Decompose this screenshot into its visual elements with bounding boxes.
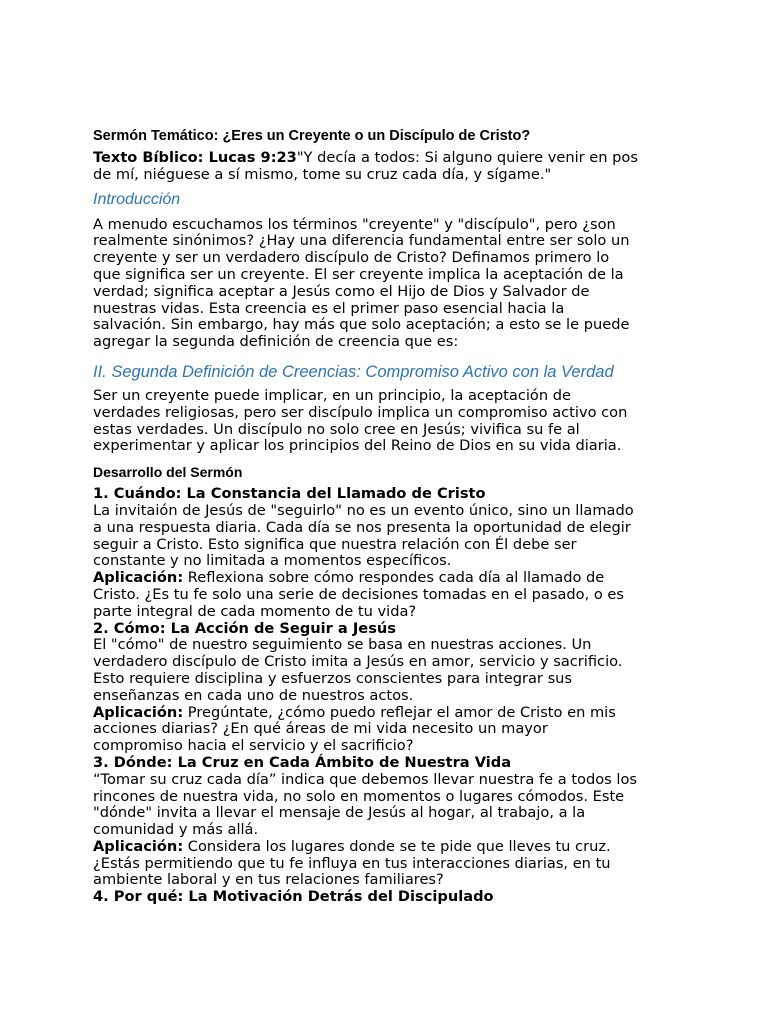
introduction-paragraph: A menudo escuchamos los términos "creyente" y "discípulo", pero ¿son realmente sinónimos? ¿Hay una diferencia fundamental entre ser solo un creyente y ser un verdadero discípulo de Cristo? Definamos primero lo que significa ser un creyente. El ser creyente implica la aceptación de la verdad; significa aceptar a Jesús como el Hijo de Dios y Salvador de nuestras vidas. Esta creencia es el primer paso esencial hacia la salvación. Sin embargo, hay más que solo aceptación; a esto se le puede agregar la segunda definición de creencia que es: [93,215,630,351]
bible-text-paragraph: Texto Bíblico: Lucas 9:23"Y decía a todos: Si alguno quiere venir en pos de mí, niéguese a sí mismo, tome su cruz cada día, y sígame." [93,149,638,183]
point-2-title: 2. Cómo: La Acción de Seguir a Jesús [93,619,396,637]
second-definition-heading: II. Segunda Definición de Creencias: Compromiso Activo con la Verdad [93,362,614,381]
development-heading: Desarrollo del Sermón [93,464,243,481]
introduction-heading: Introducción [93,190,181,208]
sermon-title: Sermón Temático: ¿Eres un Creyente o un Discípulo de Cristo? [93,128,531,144]
bible-text-label: Texto Bíblico: Lucas 9:23 [93,149,297,166]
second-definition-paragraph: Ser un creyente puede implicar, en un principio, la aceptación de verdades religiosas, pero ser discípulo implica un compromiso activo con estas verdades. Un discípulo no solo cree en Jesús; vivifica su fe al experimentar y aplicar los principios del Reino de Dios en su vida diaria. [93,386,628,455]
sermon-points: 1. Cuándo: La Constancia del Llamado de Cristo La invitaión de Jesús de "seguirlo" no es un evento único, sino un llamado a una respuesta diaria. Cada día se nos presenta la oportunidad de elegir seguir a Cristo. Esto significa que nuestra relación con Él debe ser constante y no limitada a momentos específicos. Aplicación: Reflexiona sobre cómo respondes cada día al llamado de Cristo. ¿Es tu fe solo una serie de decisiones tomadas en el pasado, o es parte integral de cada momento de tu vida? 2. Cómo: La Acción de Seguir a Jesús El "cómo" de nuestro seguimiento se basa en nuestras acciones. Un verdadero discípulo de Cristo imita a Jesús en amor, servicio y sacrificio. Esto requiere disciplina y esfuerzos conscientes para integrar sus enseñanzas en cada uno de nuestros actos. Aplicación: Pregúntate, ¿cómo puedo reflejar el amor de Cristo en mis acciones diarias? ¿En qué áreas de mi vida necesito un mayor compromiso hacia el servicio y el sacrificio? 3. Dónde: La Cruz en Cada Ámbito de Nuestra Vida “Tomar su cruz cada día” indica que debemos llevar nuestra fe a todos los rincones de nuestra vida, no solo en momentos o lugares cómodos. Este "dónde" invita a llevar el mensaje de Jesús al hogar, al trabajo, a la comunidad y más allá. Aplicación: Considera los lugares donde se te pide que lleves tu cruz. ¿Estás permitiendo que tu fe influya en tus interacciones diarias, en tu ambiente laboral y en tus relaciones familiares? 4. Por qué: La Motivación Detrás del Discipulado [93,486,693,906]
application-label: Aplicación: [93,569,184,587]
point-1-title: 1. Cuándo: La Constancia del Llamado de Cristo [93,485,486,503]
application-label: Aplicación: [93,837,184,855]
point-4-title: 4. Por qué: La Motivación Detrás del Discipulado [93,888,494,906]
document-page [93,127,693,906]
application-label: Aplicación: [93,703,184,721]
point-3-title: 3. Dónde: La Cruz en Cada Ámbito de Nuestra Vida [93,753,512,771]
